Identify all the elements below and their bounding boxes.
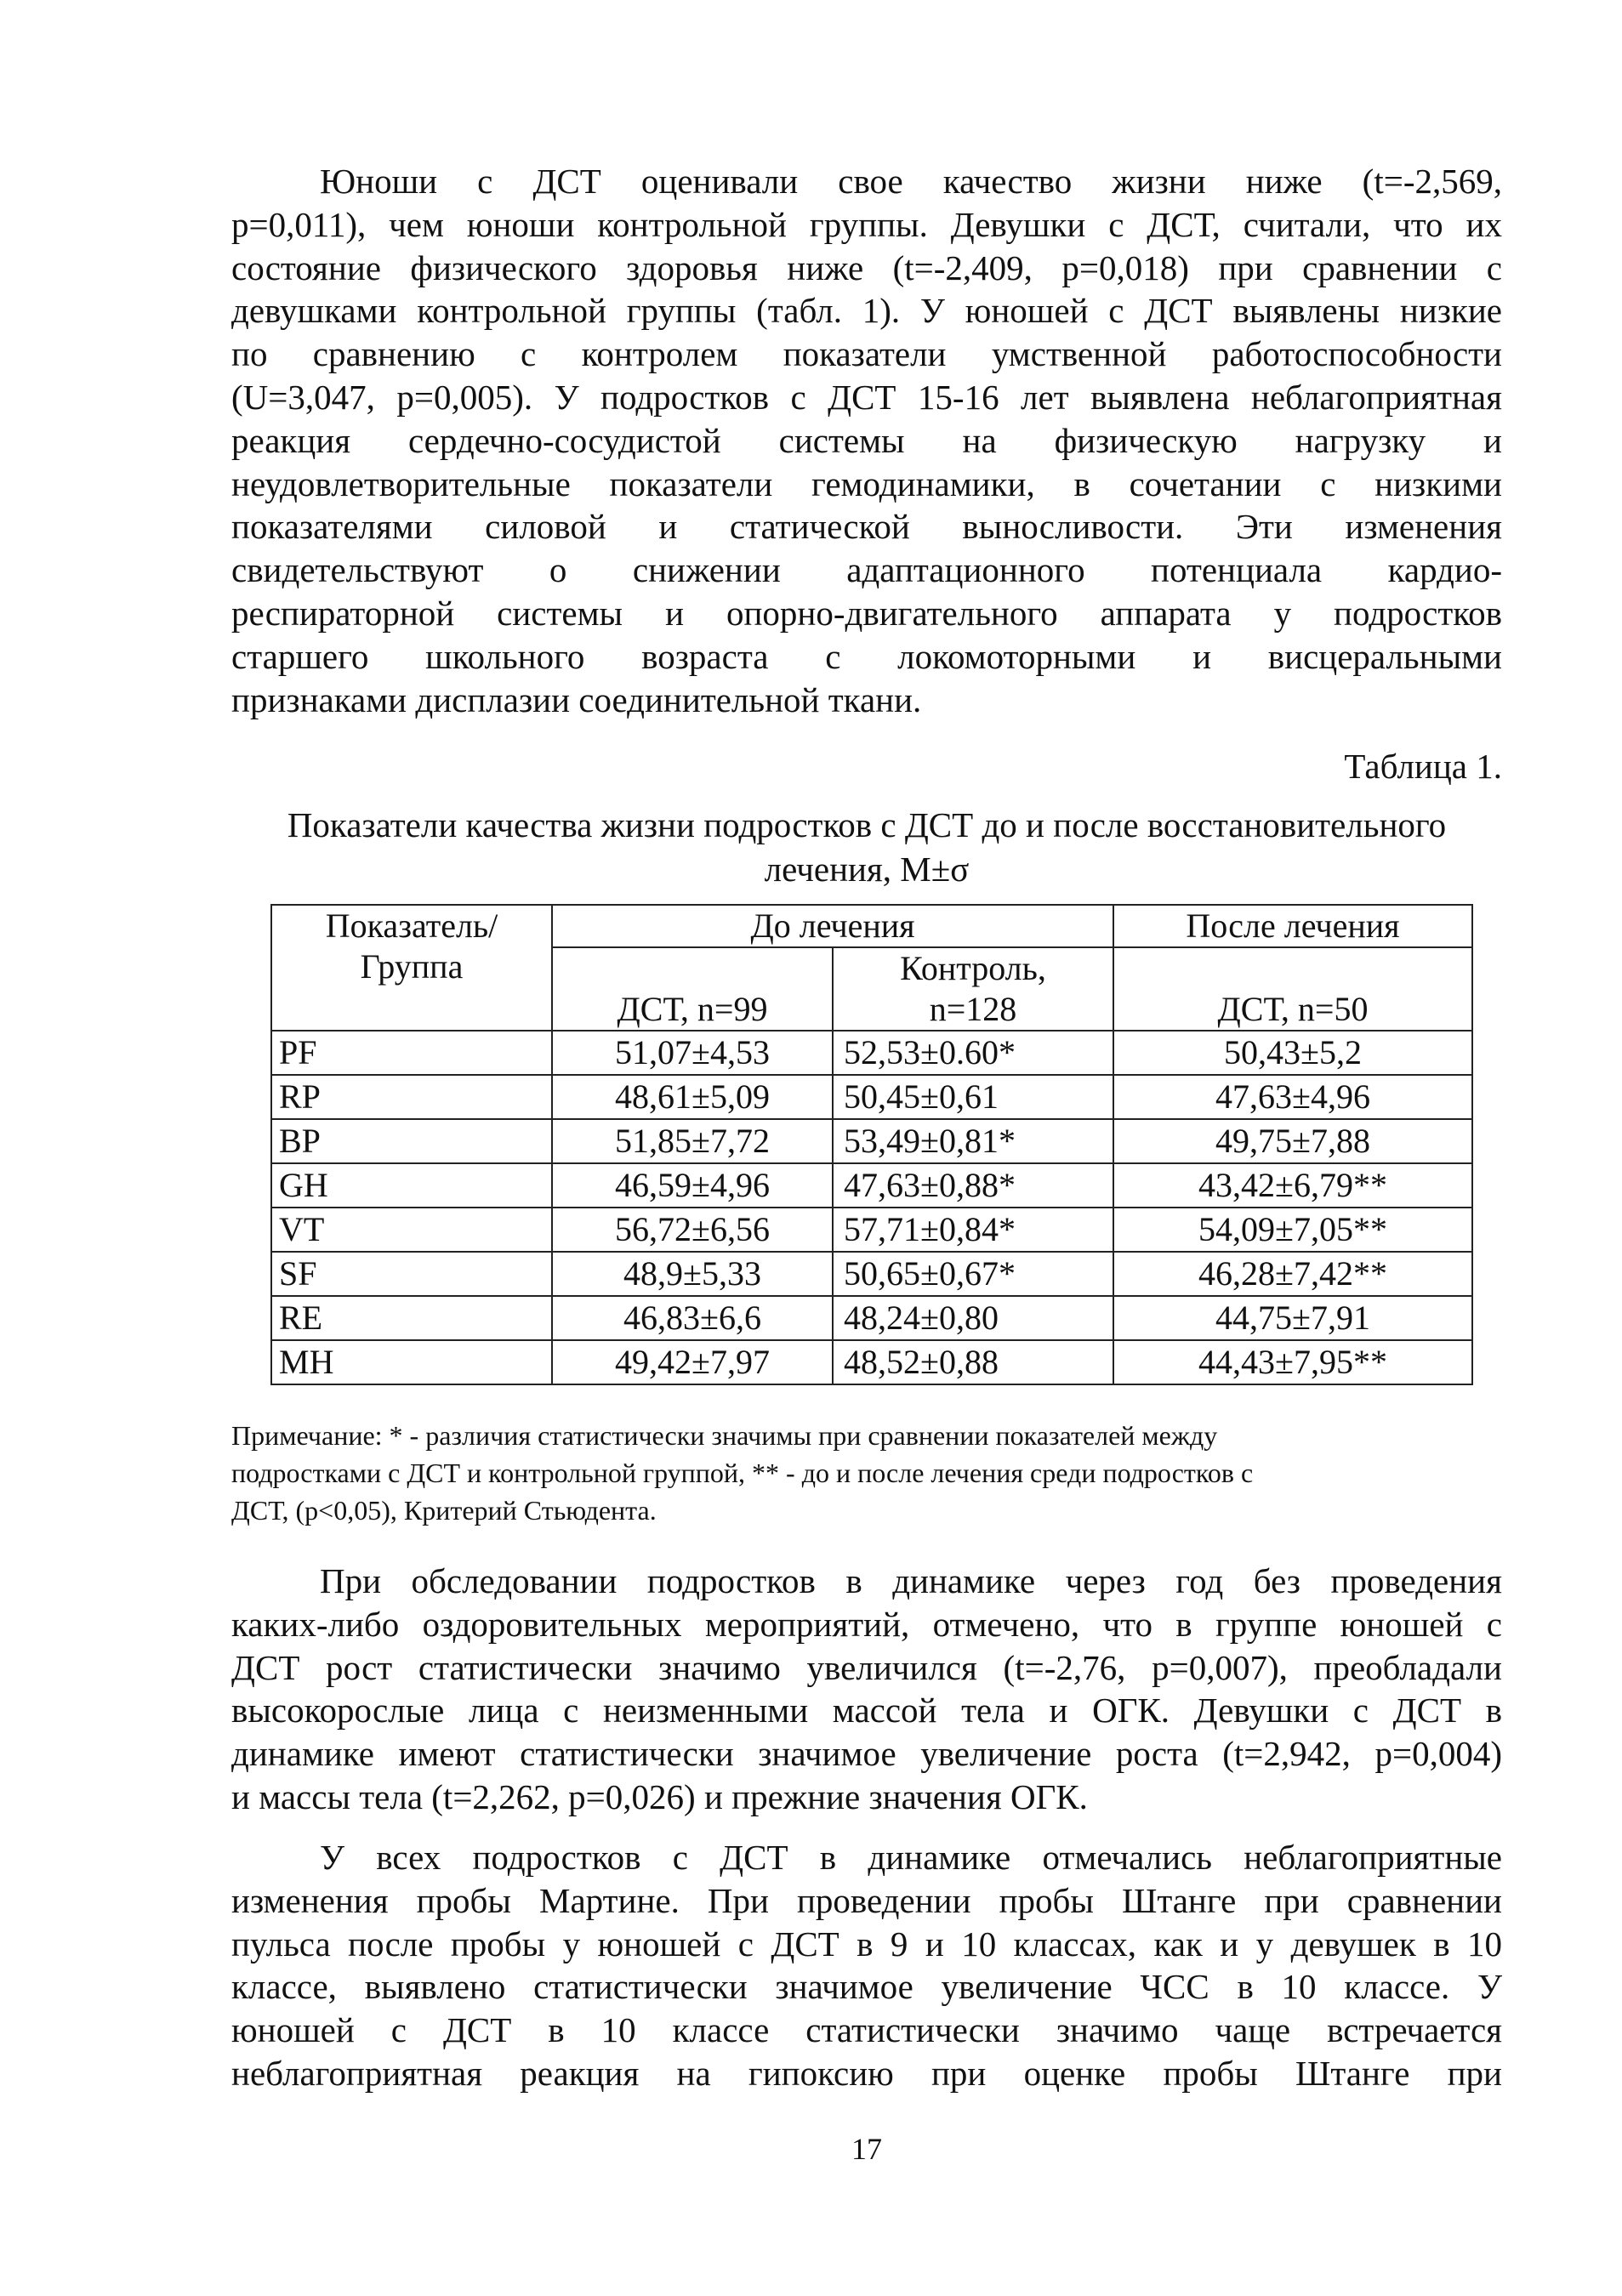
table-title xyxy=(231,803,1502,891)
cell-dst-before: 51,85±7,72 xyxy=(552,1119,833,1163)
paragraph-2-line: высокорослые лица с неизменными массой тела и ОГК. Девушки с ДСТ в xyxy=(231,1691,1502,1731)
table-row xyxy=(271,1163,1472,1208)
cell-dst-after: 54,09±7,05** xyxy=(1113,1208,1472,1252)
paragraph-1-line: респираторной системы и опорно-двигательного аппарата у подростков xyxy=(231,593,1502,633)
cell-dst-before: 51,07±4,53 xyxy=(552,1031,833,1075)
quality-of-life-table xyxy=(270,904,1473,1385)
header-control-line: n=128 xyxy=(929,990,1017,1028)
table-row xyxy=(271,1252,1472,1296)
cell-dst-after: 50,43±5,2 xyxy=(1113,1031,1472,1075)
row-indicator: VT xyxy=(271,1208,552,1252)
header-dst-before: ДСТ, n=99 xyxy=(552,947,833,1031)
cell-control: 48,24±0,80 xyxy=(833,1296,1113,1340)
paragraph-1-line: свидетельствуют о снижении адаптационного потенциала кардио- xyxy=(231,550,1502,590)
page-number: 17 xyxy=(851,2132,882,2166)
header-before-treatment: До лечения xyxy=(552,905,1113,947)
table-label: Таблица 1. xyxy=(1344,747,1502,786)
paragraph-2-line: При обследовании подростков в динамике через год без проведения xyxy=(320,1561,1502,1600)
table-note-line: подростками с ДСТ и контрольной группой, ** - до и после лечения среди подростков с xyxy=(231,1458,1254,1488)
cell-control: 50,45±0,61 xyxy=(833,1075,1113,1119)
cell-control: 52,53±0.60* xyxy=(833,1031,1113,1075)
header-indicator xyxy=(271,905,552,1031)
cell-dst-before: 46,59±4,96 xyxy=(552,1163,833,1208)
paragraph-2-line: и массы тела (t=2,262, p=0,026) и прежние значения ОГК. xyxy=(231,1776,1088,1816)
paragraph-2-line: ДСТ рост статистически значимо увеличился (t=-2,76, p=0,007), преобладали xyxy=(231,1647,1502,1687)
cell-control: 47,63±0,88* xyxy=(833,1163,1113,1208)
paragraph-1-line: показателями силовой и статической выносливости. Эти изменения xyxy=(231,507,1502,547)
paragraph-2-line: каких-либо оздоровительных мероприятий, отмечено, что в группе юношей с xyxy=(231,1604,1502,1644)
paragraph-3-line: неблагоприятная реакция на гипоксию при оценке пробы Штанге при xyxy=(231,2053,1502,2093)
cell-dst-after: 49,75±7,88 xyxy=(1113,1119,1472,1163)
row-indicator: SF xyxy=(271,1252,552,1296)
paragraph-2 xyxy=(231,1560,1502,1819)
cell-control: 48,52±0,88 xyxy=(833,1340,1113,1384)
paragraph-1-line: по сравнению с контролем показатели умственной работоспособности xyxy=(231,334,1502,374)
paragraph-1-line: старшего школьного возраста с локомоторными и висцеральными xyxy=(231,636,1502,676)
table-row xyxy=(271,1340,1472,1384)
row-indicator: RP xyxy=(271,1075,552,1119)
paragraph-1-line: Юноши с ДСТ оценивали свое качество жизни ниже (t=-2,569, xyxy=(320,162,1502,201)
row-indicator: RE xyxy=(271,1296,552,1340)
row-indicator: MH xyxy=(271,1340,552,1384)
paragraph-3 xyxy=(231,1836,1502,2095)
paragraph-1-line: девушками контрольной группы (табл. 1). У юношей с ДСТ выявлены низкие xyxy=(231,291,1502,331)
paragraph-1-line: (U=3,047, p=0,005). У подростков с ДСТ 15-16 лет выявлена неблагоприятная xyxy=(231,377,1502,417)
cell-dst-before: 48,9±5,33 xyxy=(552,1252,833,1296)
cell-dst-after: 47,63±4,96 xyxy=(1113,1075,1472,1119)
table-row xyxy=(271,1296,1472,1340)
table-note xyxy=(231,1417,1502,1529)
cell-dst-before: 49,42±7,97 xyxy=(552,1340,833,1384)
table-row xyxy=(271,1031,1472,1075)
cell-control: 53,49±0,81* xyxy=(833,1119,1113,1163)
cell-control: 57,71±0,84* xyxy=(833,1208,1113,1252)
header-indicator-line: Показатель/ xyxy=(325,906,498,945)
paragraph-1-line: состояние физического здоровья ниже (t=-2,409, p=0,018) при сравнении с xyxy=(231,247,1502,287)
header-after-treatment: После лечения xyxy=(1113,905,1472,947)
paragraph-1-line: неудовлетворительные показатели гемодинамики, в сочетании с низкими xyxy=(231,463,1502,503)
row-indicator: GH xyxy=(271,1163,552,1208)
header-control-line: Контроль, xyxy=(900,949,1046,987)
paragraph-1-line: признаками дисплазии соединительной ткани. xyxy=(231,679,922,719)
table-row xyxy=(271,1075,1472,1119)
paragraph-2-line: динамике имеют статистически значимое увеличение роста (t=2,942, p=0,004) xyxy=(231,1734,1502,1774)
document-page xyxy=(231,0,1502,2296)
table-note-line: Примечание: * - различия статистически значимы при сравнении показателей между xyxy=(231,1420,1218,1451)
cell-control: 50,65±0,67* xyxy=(833,1252,1113,1296)
paragraph-3-line: юношей с ДСТ в 10 классе статистически значимо чаще встречается xyxy=(231,2010,1502,2050)
paragraph-3-line: изменения пробы Мартине. При проведении пробы Штанге при сравнении xyxy=(231,1880,1502,1920)
table-title-line: лечения, M±σ xyxy=(764,850,970,889)
paragraph-3-line: У всех подростков с ДСТ в динамике отмечались неблагоприятные xyxy=(320,1838,1502,1877)
cell-dst-before: 56,72±6,56 xyxy=(552,1208,833,1252)
header-control xyxy=(833,947,1113,1031)
table-note-line: ДСТ, (p<0,05), Критерий Стьюдента. xyxy=(231,1495,657,1526)
row-indicator: PF xyxy=(271,1031,552,1075)
cell-dst-after: 44,75±7,91 xyxy=(1113,1296,1472,1340)
table-row xyxy=(271,1208,1472,1252)
cell-dst-after: 44,43±7,95** xyxy=(1113,1340,1472,1384)
paragraph-1 xyxy=(231,160,1502,721)
table-row xyxy=(271,1119,1472,1163)
paragraph-3-line: классе, выявлено статистически значимое увеличение ЧСС в 10 классе. У xyxy=(231,1967,1502,2007)
paragraph-3-line: пульса после пробы у юношей с ДСТ в 9 и 10 классах, как и у девушек в 10 xyxy=(231,1924,1502,1964)
cell-dst-before: 48,61±5,09 xyxy=(552,1075,833,1119)
paragraph-1-line: реакция сердечно-сосудистой системы на физическую нагрузку и xyxy=(231,420,1502,460)
row-indicator: BP xyxy=(271,1119,552,1163)
cell-dst-after: 46,28±7,42** xyxy=(1113,1252,1472,1296)
table-title-line: Показатели качества жизни подростков с ДСТ до и после восстановительного xyxy=(287,805,1447,844)
cell-dst-before: 46,83±6,6 xyxy=(552,1296,833,1340)
header-dst-after: ДСТ, n=50 xyxy=(1113,947,1472,1031)
header-indicator-line: Группа xyxy=(360,947,464,986)
cell-dst-after: 43,42±6,79** xyxy=(1113,1163,1472,1208)
paragraph-1-line: p=0,011), чем юноши контрольной группы. Девушки с ДСТ, считали, что их xyxy=(231,204,1502,244)
